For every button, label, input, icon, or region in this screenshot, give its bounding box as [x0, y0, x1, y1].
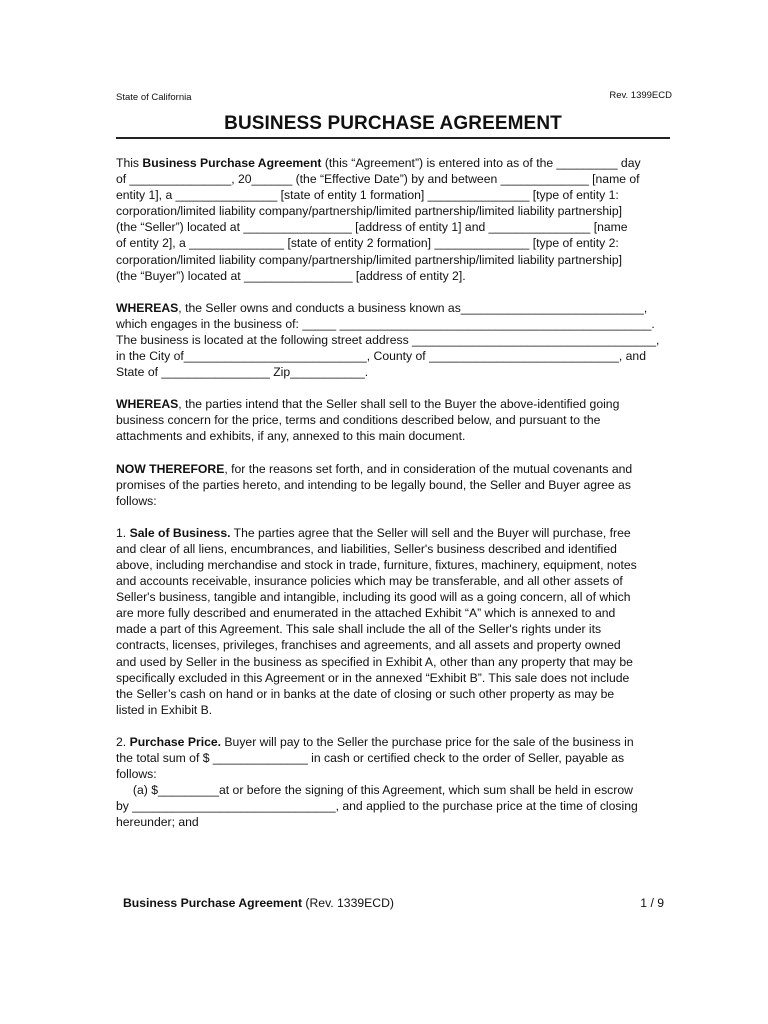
- section-2-heading: Purchase Price.: [129, 734, 222, 749]
- revision-label: Rev. 1399ECD: [609, 90, 672, 101]
- section-purchase-price: 2. Purchase Price. Buyer will pay to the Seller the purchase price for the sale of the business in the total sum of $ ______________ in cash or certified check to the order of Seller, payable as follows: (a) $_________at or before the signing of this Agreement, which sum shall be held in escrow by ______________________________, and applied to the purchase price at the time of closing hereunder; and: [116, 734, 638, 830]
- whereas-paragraph-1: WHEREAS, the Seller owns and conducts a business known as___________________________, which engages in the business of: _____ ______________________________________________. The business is located at the following street address ____________________________________, in the City of___________________________, County of ____________________________, and State of ________________ Zip___________.: [116, 300, 660, 380]
- intro-paragraph: This Business Purchase Agreement (this “Agreement”) is entered into as of the _________ day of _______________, 20______ (the “Effective Date”) by and between _____________ [name of entity 1], a _______________ [state of entity 1 formation] _______________ [type of entity 1: corporation/limited liability company/partnership/limited partnership/limited liability partnership] (the “Seller”) located at ________________ [address of entity 1] and _______________ [name of entity 2], a ______________ [state of entity 2 formation] ______________ [type of entity 2: corporation/limited liability company/partnership/limited partnership/limited liability partnership] (the “Buyer”) located at ________________ [address of entity 2].: [116, 156, 641, 283]
- document-body: [116, 155, 672, 846]
- state-label: State of California: [116, 92, 192, 103]
- page-number: 1 / 9: [640, 896, 664, 910]
- title-underline: [116, 137, 670, 139]
- section-sale-of-business: 1. Sale of Business. The parties agree that the Seller will sell and the Buyer will purchase, free and clear of all liens, encumbrances, and liabilities, Seller's business described and identified above, including merchandise and stock in trade, furniture, fixtures, machinery, equipment, notes and accounts receivable, insurance policies which may be transferable, and all other assets of Seller's business, tangible and intangible, including its good will as a going concern, all of which are more fully described and enumerated in the attached Exhibit “A” which is annexed to and made a part of this Agreement. This sale shall include the all of the Seller's rights under its contracts, licenses, privileges, franchises and agreements, and all assets and property owned and used by Seller in the business as specified in Exhibit A, other than any property that may be specifically excluded in this Agreement or in the annexed “Exhibit B”. This sale does not include the Seller’s cash on hand or in banks at the date of closing or such other property as may be listed in Exhibit B.: [116, 525, 637, 717]
- footer-title: Business Purchase Agreement (Rev. 1339ECD): [123, 896, 394, 910]
- whereas-paragraph-2: WHEREAS, the parties intend that the Seller shall sell to the Buyer the above-identified going business concern for the price, terms and conditions described below, and pursuant to the attachments and exhibits, if any, annexed to this main document.: [116, 397, 620, 444]
- now-therefore-paragraph: NOW THEREFORE, for the reasons set forth, and in consideration of the mutual covenants and promises of the parties hereto, and intending to be legally bound, the Seller and Buyer agree as follows:: [116, 461, 633, 508]
- document-title: BUSINESS PURCHASE AGREEMENT: [224, 113, 562, 134]
- section-1-heading: Sale of Business.: [129, 525, 231, 540]
- agreement-name: Business Purchase Agreement: [142, 156, 322, 170]
